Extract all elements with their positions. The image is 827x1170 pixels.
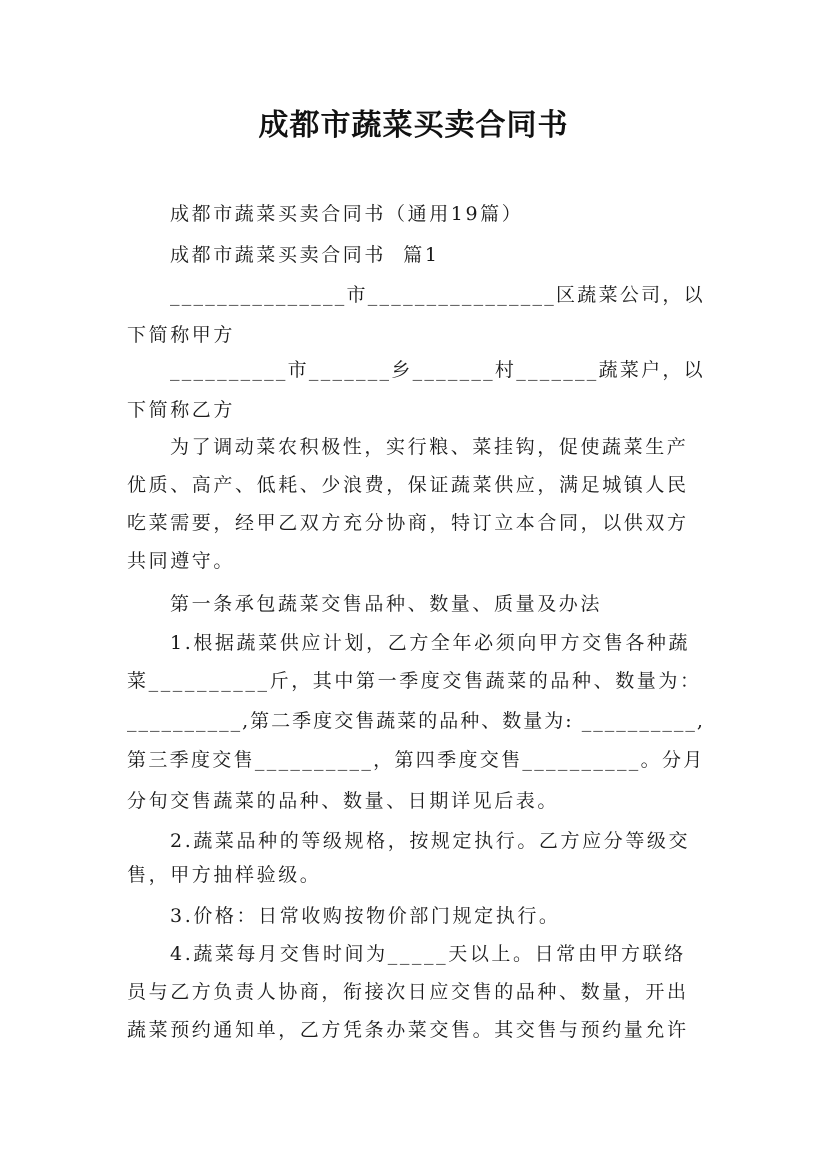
- party-a-line: _______________市________________区蔬菜公司，以: [170, 284, 705, 306]
- paragraph-line: 优质、高产、低耗、少浪费，保证蔬菜供应，满足城镇人民: [127, 474, 689, 496]
- party-a-line-cont: 下简称甲方: [127, 324, 236, 346]
- paragraph-line: 2.蔬菜品种的等级规格，按规定执行。乙方应分等级交: [170, 830, 691, 852]
- paragraph-line: __________,第二季度交售蔬菜的品种、数量为: __________,: [127, 710, 705, 732]
- paragraph-line: 分旬交售蔬菜的品种、数量、日期详见后表。: [127, 790, 560, 812]
- clause-heading: 第一条承包蔬菜交售品种、数量、质量及办法: [170, 593, 603, 615]
- section-heading: 成都市蔬菜买卖合同书 篇1: [170, 244, 440, 266]
- paragraph-line: 吃菜需要，经甲乙双方充分协商，特订立本合同，以供双方: [127, 512, 689, 534]
- paragraph-line: 3.价格：日常收购按物价部门规定执行。: [170, 905, 561, 927]
- party-b-line-cont: 下简称乙方: [127, 399, 236, 421]
- party-b-line: __________市_______乡_______村_______蔬菜户，以: [170, 359, 705, 381]
- paragraph-line: 蔬菜预约通知单，乙方凭条办菜交售。其交售与预约量允许: [127, 1019, 689, 1041]
- paragraph-line: 售，甲方抽样验级。: [127, 864, 322, 886]
- paragraph-line: 第三季度交售__________，第四季度交售__________。分月: [127, 749, 705, 771]
- paragraph-line: 1.根据蔬菜供应计划，乙方全年必须向甲方交售各种蔬: [170, 632, 691, 654]
- paragraph-line: 4.蔬菜每月交售时间为_____天以上。日常由甲方联络: [170, 943, 686, 965]
- paragraph-line: 共同遵守。: [127, 550, 236, 572]
- document-title: 成都市蔬菜买卖合同书: [258, 108, 569, 143]
- paragraph-line: 员与乙方负责人协商，衔接次日应交售的品种、数量，开出: [127, 981, 689, 1003]
- paragraph-line: 为了调动菜农积极性，实行粮、菜挂钩，促使蔬菜生产: [170, 436, 689, 458]
- paragraph-line: 菜__________斤，其中第一季度交售蔬菜的品种、数量为：: [127, 670, 702, 692]
- subtitle-line: 成都市蔬菜买卖合同书（通用19篇）: [170, 203, 524, 225]
